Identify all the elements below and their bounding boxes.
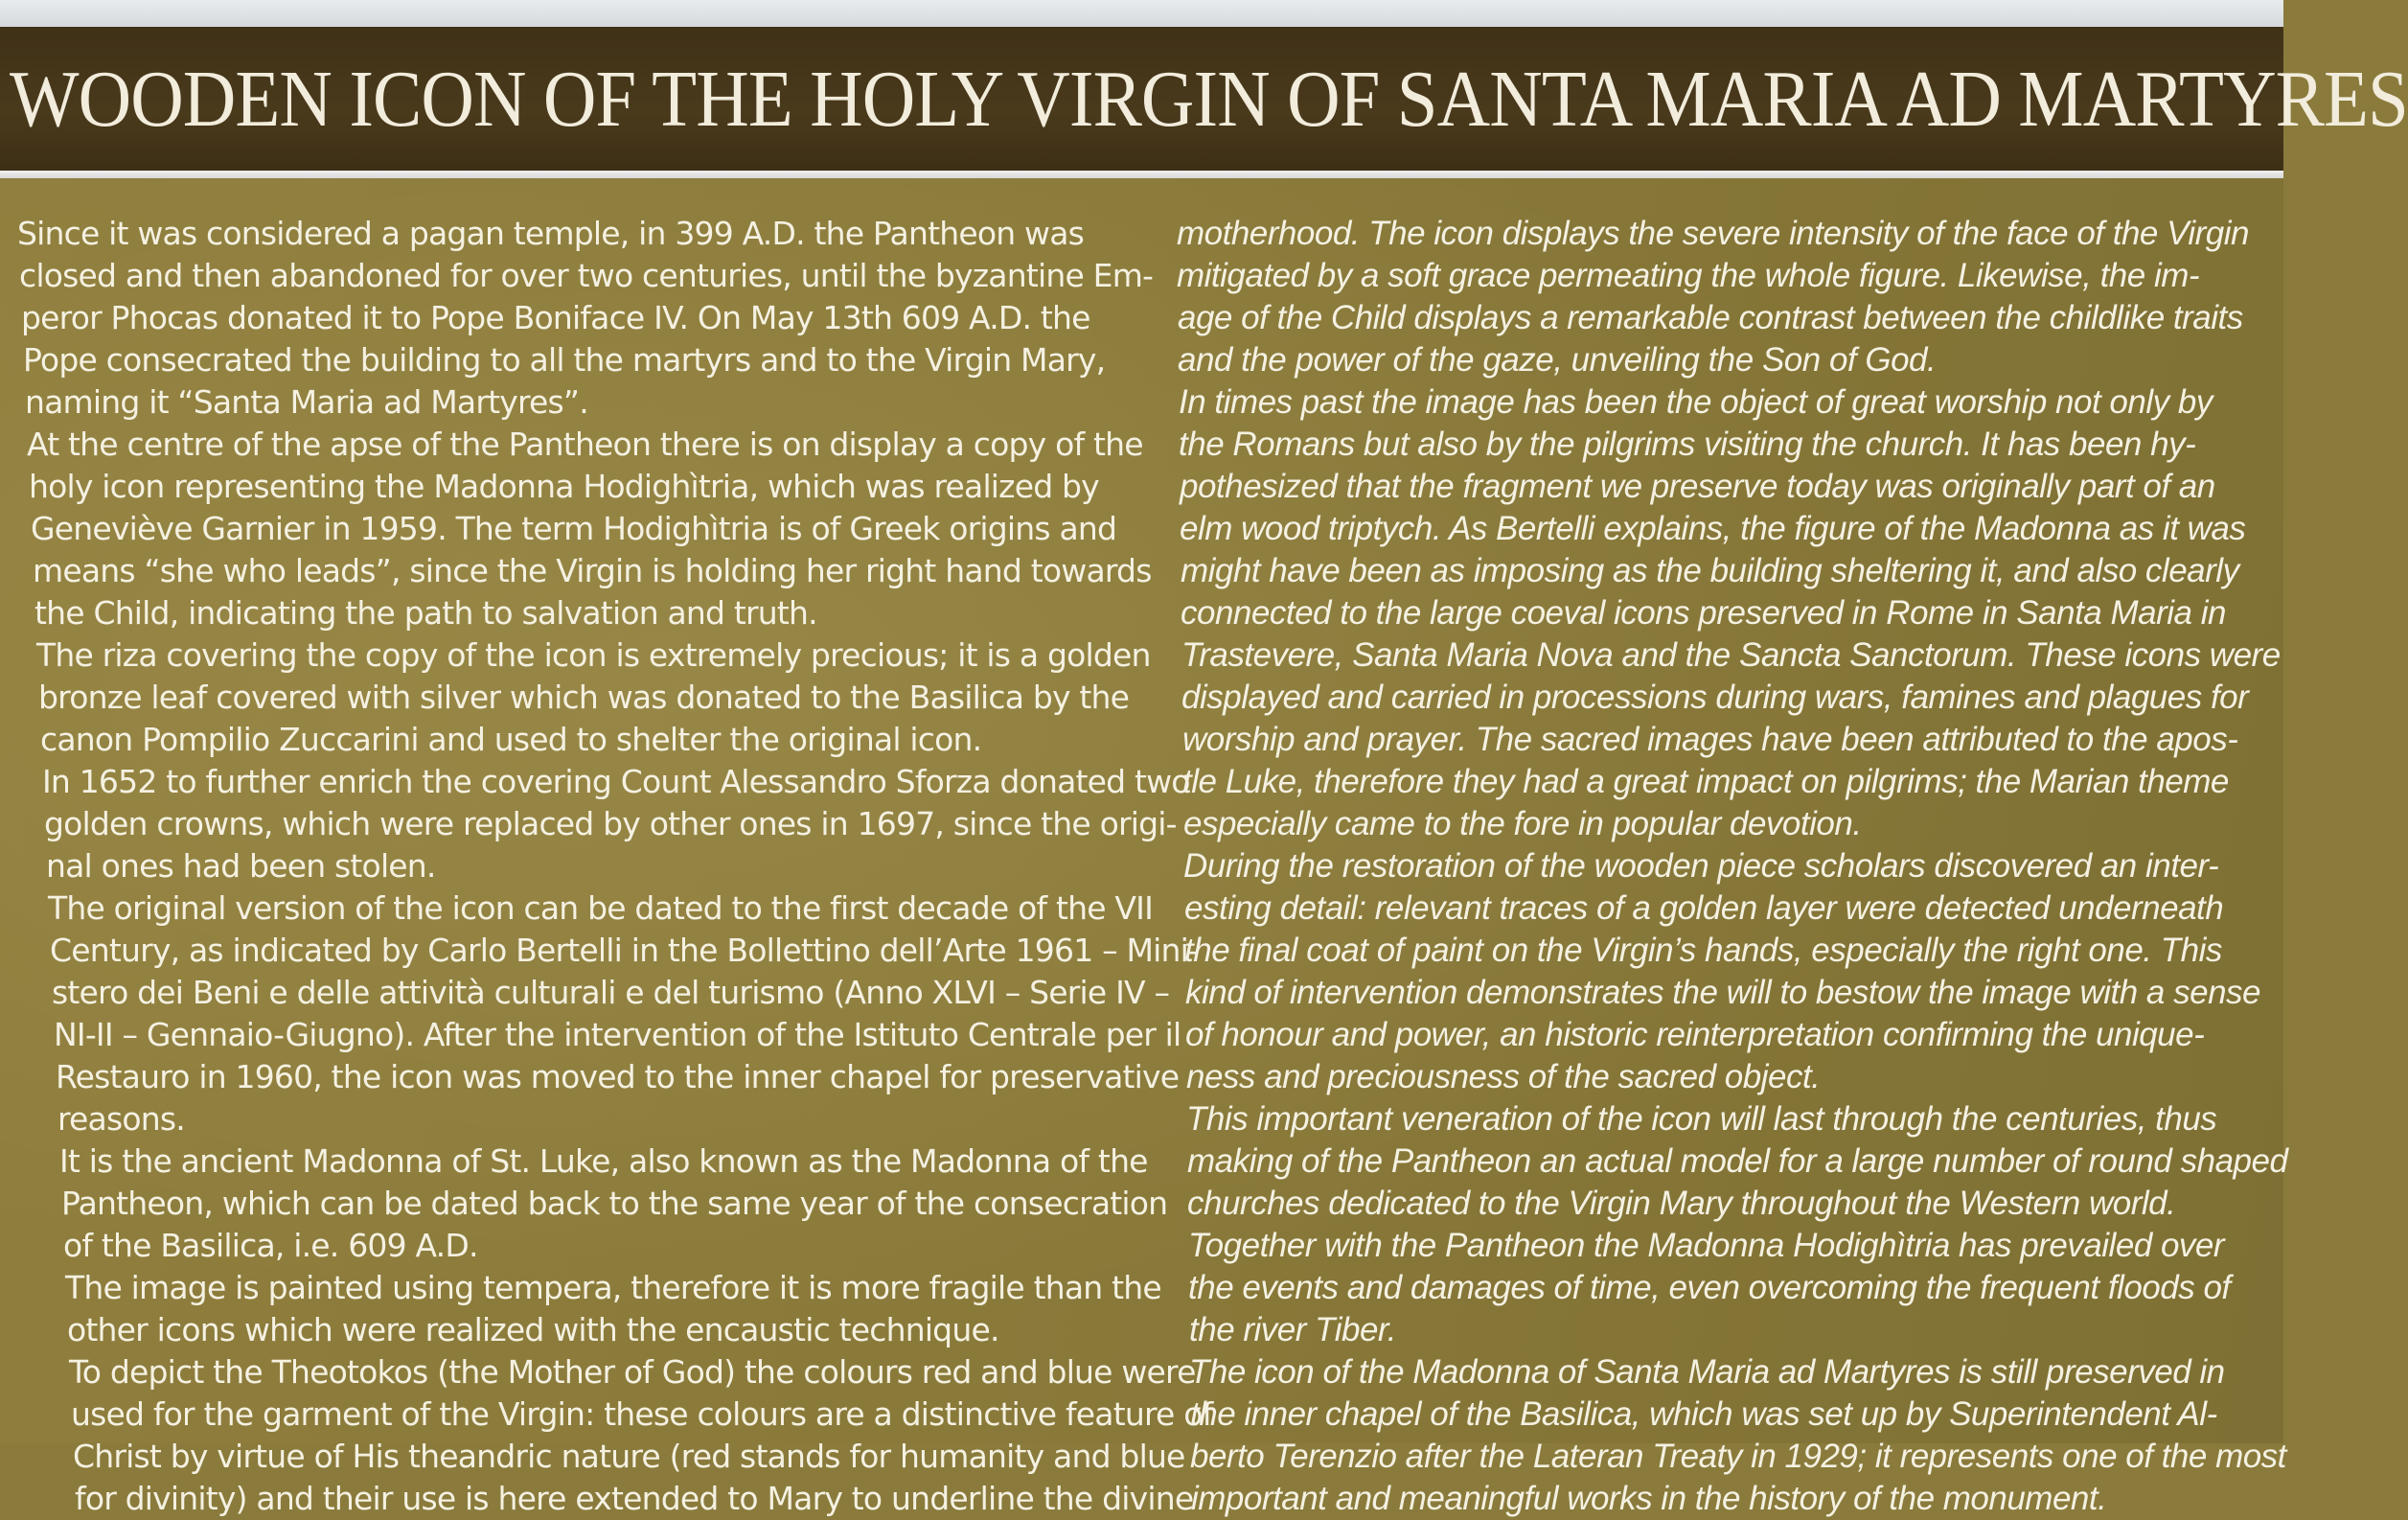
text-line: Pantheon, which can be dated back to the same year of the consecration (61, 1185, 1168, 1222)
text-line: motherhood. The icon displays the severe intensity of the face of the Virgin (1177, 215, 2249, 252)
text-line: golden crowns, which were replaced by other ones in 1697, since the origi- (44, 805, 1177, 842)
text-line: pothesized that the fragment we preserve today was originally part of an (1180, 468, 2215, 505)
text-panel (0, 178, 2288, 1517)
text-line: the final coat of paint on the Virgin’s hands, especially the right one. This (1184, 932, 2222, 969)
text-line: peror Phocas donated it to Pope Boniface IV. On May 13th 609 A.D. the (21, 299, 1090, 336)
text-line: and the power of the gaze, unveiling the Son of God. (1178, 341, 1937, 379)
text-line: the events and damages of time, even overcoming the frequent floods of (1188, 1269, 2231, 1306)
title-banner (0, 27, 2408, 171)
text-line: closed and then abandoned for over two centuries, until the byzantine Em- (19, 257, 1154, 294)
text-line: NI-II – Gennaio-Giugno). After the intervention of the Istituto Centrale per il (54, 1016, 1181, 1053)
text-line: bronze leaf covered with silver which was donated to the Basilica by the (38, 679, 1130, 716)
text-line: Christ by virtue of His theandric nature (red stands for humanity and blue (73, 1438, 1185, 1475)
text-line: holy icon representing the Madonna Hodighìtria, which was realized by (29, 468, 1099, 505)
text-line: In times past the image has been the object of great worship not only by (1179, 383, 2213, 421)
text-line: used for the garment of the Virgin: these colours are a distinctive feature of (71, 1395, 1213, 1433)
text-line: This important veneration of the icon will last through the centuries, thus (1186, 1100, 2217, 1138)
text-line: naming it “Santa Maria ad Martyres”. (25, 383, 588, 421)
text-line: displayed and carried in processions during wars, famines and plagues for (1181, 679, 2249, 716)
text-line: The icon of the Madonna of Santa Maria ad Martyres is still preserved in (1189, 1353, 2225, 1391)
text-line: The original version of the icon can be dated to the first decade of the VII (48, 889, 1154, 927)
text-line: Restauro in 1960, the icon was moved to the inner chapel for preservative (56, 1058, 1180, 1095)
text-line: Since it was considered a pagan temple, in 399 A.D. the Pantheon was (17, 215, 1085, 252)
text-line: especially came to the fore in popular devotion. (1183, 805, 1862, 842)
text-line: nal ones had been stolen. (46, 847, 436, 885)
text-line: connected to the large coeval icons preserved in Rome in Santa Maria in (1181, 594, 2226, 632)
text-line: the Romans but also by the pilgrims visiting the church. It has been hy- (1179, 426, 2196, 463)
text-line: the river Tiber. (1189, 1311, 1397, 1348)
text-line: making of the Pantheon an actual model for a large number of round shaped (1187, 1142, 2288, 1180)
text-line: elm wood triptych. As Bertelli explains, the figure of the Madonna as it was (1180, 510, 2246, 547)
text-line: stero dei Beni e delle attività culturali e del turismo (Anno XLVI – Serie IV – (52, 974, 1170, 1011)
text-line: might have been as imposing as the building sheltering it, and also clearly (1181, 552, 2239, 589)
text-line: for divinity) and their use is here extended to Mary to underline the divine (75, 1480, 1194, 1517)
text-line: esting detail: relevant traces of a golden layer were detected underneath (1184, 889, 2224, 927)
text-line: mitigated by a soft grace permeating the whole figure. Likewise, the im- (1177, 257, 2200, 294)
left-text-column (17, 213, 1213, 1517)
text-line: of the Basilica, i.e. 609 A.D. (63, 1227, 478, 1264)
text-line: berto Terenzio after the Lateran Treaty in 1929; it represents one of the most (1190, 1438, 2286, 1475)
text-line: canon Pompilio Zuccarini and used to shelter the original icon. (40, 721, 982, 758)
text-line: age of the Child displays a remarkable contrast between the childlike traits (1178, 299, 2243, 336)
text-line: kind of intervention demonstrates the will to bestow the image with a sense (1185, 974, 2261, 1011)
text-line: Century, as indicated by Carlo Bertelli in the Bollettino dell’Arte 1961 – Mini- (50, 932, 1200, 969)
text-line: It is the ancient Madonna of St. Luke, also known as the Madonna of the (59, 1142, 1148, 1180)
text-line: the Child, indicating the path to salvation and truth. (34, 594, 817, 632)
text-line: the inner chapel of the Basilica, which was set up by Superintendent Al- (1190, 1395, 2217, 1433)
text-line: Trastevere, Santa Maria Nova and the Sancta Sanctorum. These icons were (1181, 636, 2281, 674)
text-line: During the restoration of the wooden piece scholars discovered an inter- (1183, 847, 2219, 885)
text-line: Geneviève Garnier in 1959. The term Hodighìtria is of Greek origins and (31, 510, 1117, 547)
right-text-column (1177, 213, 2288, 1517)
text-line: means “she who leads”, since the Virgin is holding her right hand towards (33, 552, 1152, 589)
text-line: churches dedicated to the Virgin Mary throughout the Western world. (1187, 1185, 2176, 1222)
text-line: To depict the Theotokos (the Mother of God) the colours red and blue were (69, 1353, 1196, 1391)
text-line: tle Luke, therefore they had a great impact on pilgrims; the Marian theme (1182, 763, 2229, 800)
text-line: worship and prayer. The sacred images have been attributed to the apos- (1182, 721, 2238, 758)
text-line: reasons. (57, 1100, 185, 1138)
text-line: The riza covering the copy of the icon is extremely precious; it is a golden (36, 636, 1151, 674)
text-line: of honour and power, an historic reinterpretation confirming the unique- (1185, 1016, 2205, 1053)
text-line: In 1652 to further enrich the covering Count Alessandro Sforza donated two (42, 763, 1190, 800)
text-line: other icons which were realized with the encaustic technique. (67, 1311, 999, 1348)
text-line: Pope consecrated the building to all the martyrs and to the Virgin Mary, (23, 341, 1106, 379)
top-wall-strip (0, 0, 2283, 27)
text-line: ness and preciousness of the sacred object. (1186, 1058, 1821, 1095)
banner-separator (0, 171, 2283, 178)
text-line: Together with the Pantheon the Madonna Hodighìtria has prevailed over (1188, 1227, 2225, 1264)
sign-title: WOODEN ICON OF THE HOLY VIRGIN OF SANTA MARIA AD MARTYRES (10, 54, 2408, 144)
text-line: important and meaningful works in the history of the monument. (1191, 1480, 2107, 1517)
text-line: At the centre of the apse of the Pantheon there is on display a copy of the (27, 426, 1143, 463)
text-line: The image is painted using tempera, therefore it is more fragile than the (65, 1269, 1161, 1306)
